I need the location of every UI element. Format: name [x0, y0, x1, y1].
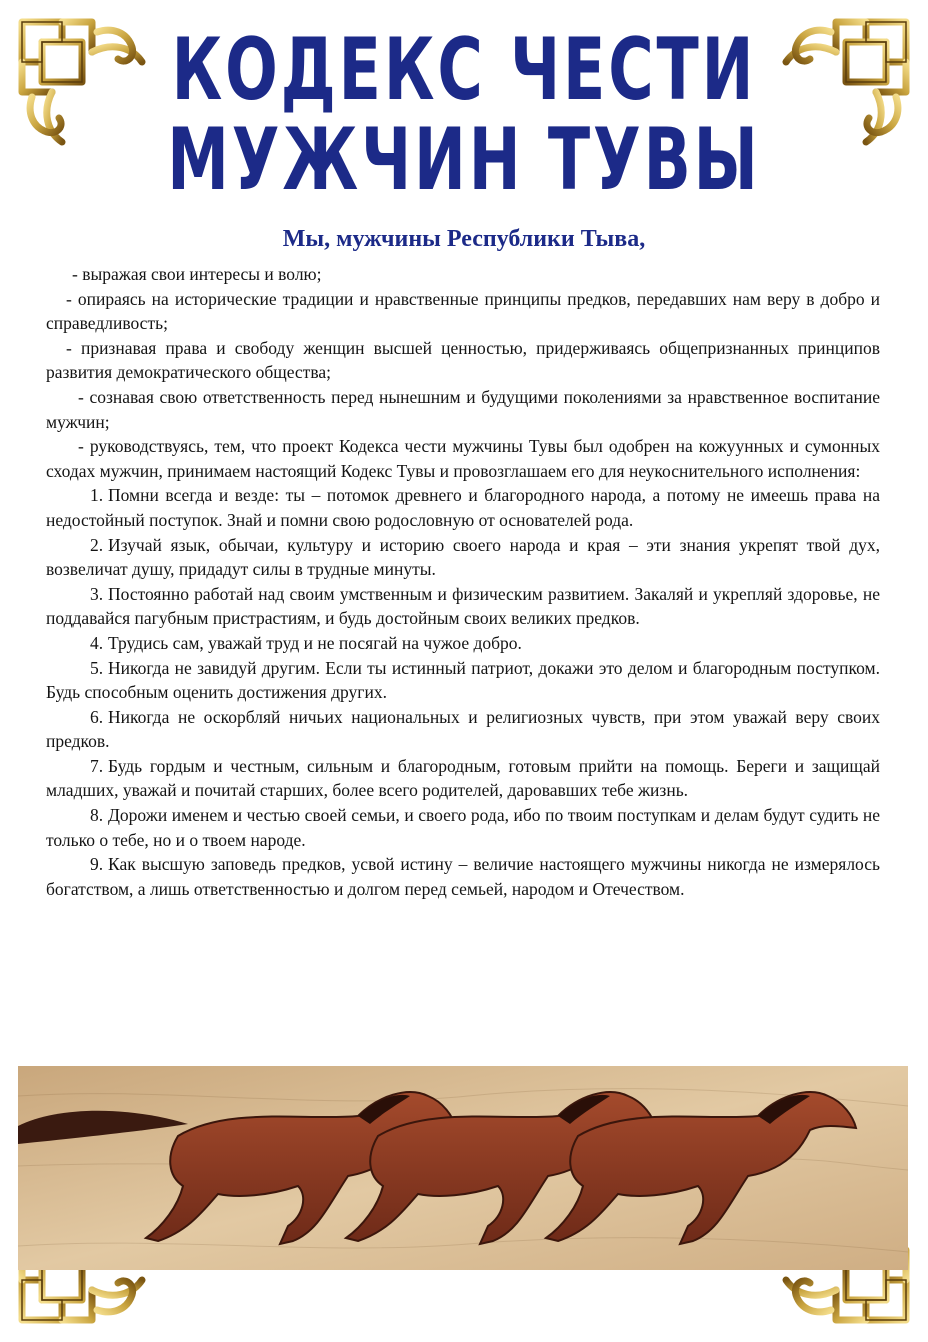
rule-number: 2.: [90, 534, 104, 555]
rule-text: Будь гордым и честным, сильным и благородным, готовым прийти на помощь. Береги и защищай младших, уважай и почитай старших, более всего родителей, даровавших тебе жизнь.: [46, 755, 880, 801]
rule-item: [46, 852, 880, 901]
rule-item: [46, 803, 880, 852]
rule-number: 8.: [90, 805, 104, 826]
rule-item: [46, 483, 880, 532]
rule-item: [46, 582, 880, 631]
rule-item: [46, 754, 880, 803]
rule-text: Никогда не завидуй другим. Если ты истинный патриот, докажи это делом и благородным поступком. Будь способным оценить достижения других.: [46, 657, 880, 703]
preamble-item: - сознавая свою ответственность перед нынешним и будущими поколениями за нравственное воспитание мужчин;: [46, 386, 880, 432]
rule-text: Как высшую заповедь предков, усвой истину – величие настоящего мужчины никогда не измерялось богатством, а лишь ответственностью и долгом перед семьей, народом и Отечеством.: [46, 854, 880, 899]
rule-number: 4.: [90, 632, 104, 653]
preamble-item: - опираясь на исторические традиции и нравственные принципы предков, передавших нам веру в добро и справедливость;: [46, 288, 880, 334]
rule-text: Постоянно работай над своим умственным и физическим развитием. Закаляй и укрепляй здоровье, не поддавайся пагубным пристрастиям, и будь достойным своих великих предков.: [46, 583, 880, 629]
rule-item: [46, 656, 880, 705]
rule-number: 1.: [90, 485, 104, 506]
rule-text: Изучай язык, обычаи, культуру и историю своего народа и края – эти знания укрепят твой дух, возвеличат душу, придадут силы в трудные минуты.: [46, 534, 880, 580]
running-horses-banner: [18, 1066, 908, 1270]
subtitle: Мы, мужчины Республики Тыва,: [282, 226, 646, 252]
rule-text: Помни всегда и везде: ты – потомок древнего и благородного народа, а потому не имеешь права на недостойный поступок. Знай и помни свою родословную от основателей рода.: [46, 485, 880, 530]
preamble-item: - признавая права и свободу женщин высшей ценностью, придерживаясь общепризнанных принципов развития демократического общества;: [46, 337, 880, 383]
rule-number: 7.: [90, 755, 104, 776]
rule-number: 6.: [90, 706, 104, 727]
rule-item: [46, 705, 880, 754]
rule-text: Никогда не оскорбляй ничьих национальных и религиозных чувств, при этом уважай веру своих предков.: [46, 706, 880, 752]
preamble-item: - выражая свои интересы и волю;: [72, 264, 322, 284]
rule-number: 5.: [90, 657, 104, 678]
rule-item: [46, 533, 880, 582]
corner-ornament-top-right: [776, 2, 926, 152]
rule-number: 3.: [90, 583, 104, 604]
page-title-line-2: МУЖЧИН ТУВЫ: [167, 110, 761, 210]
rule-text: Дорожи именем и честью своей семьи, и своего рода, ибо по твоим поступкам и делам будут судить не только о тебе, но и о твоем народе.: [46, 805, 880, 850]
rule-number: 9.: [90, 854, 104, 875]
rule-text: Трудись сам, уважай труд и не посягай на чужое добро.: [108, 632, 522, 653]
preamble-item: - руководствуясь, тем, что проект Кодекса чести мужчины Тувы был одобрен на кожуунных и сумонных сходах мужчин, принимаем настоящий Кодекс Тувы и провозглашаем его для неукоснительного исполнения:: [46, 436, 880, 481]
page-title-line-1: КОДЕКС ЧЕСТИ: [171, 20, 757, 120]
document-body: [46, 262, 880, 901]
rule-item: [46, 631, 880, 656]
